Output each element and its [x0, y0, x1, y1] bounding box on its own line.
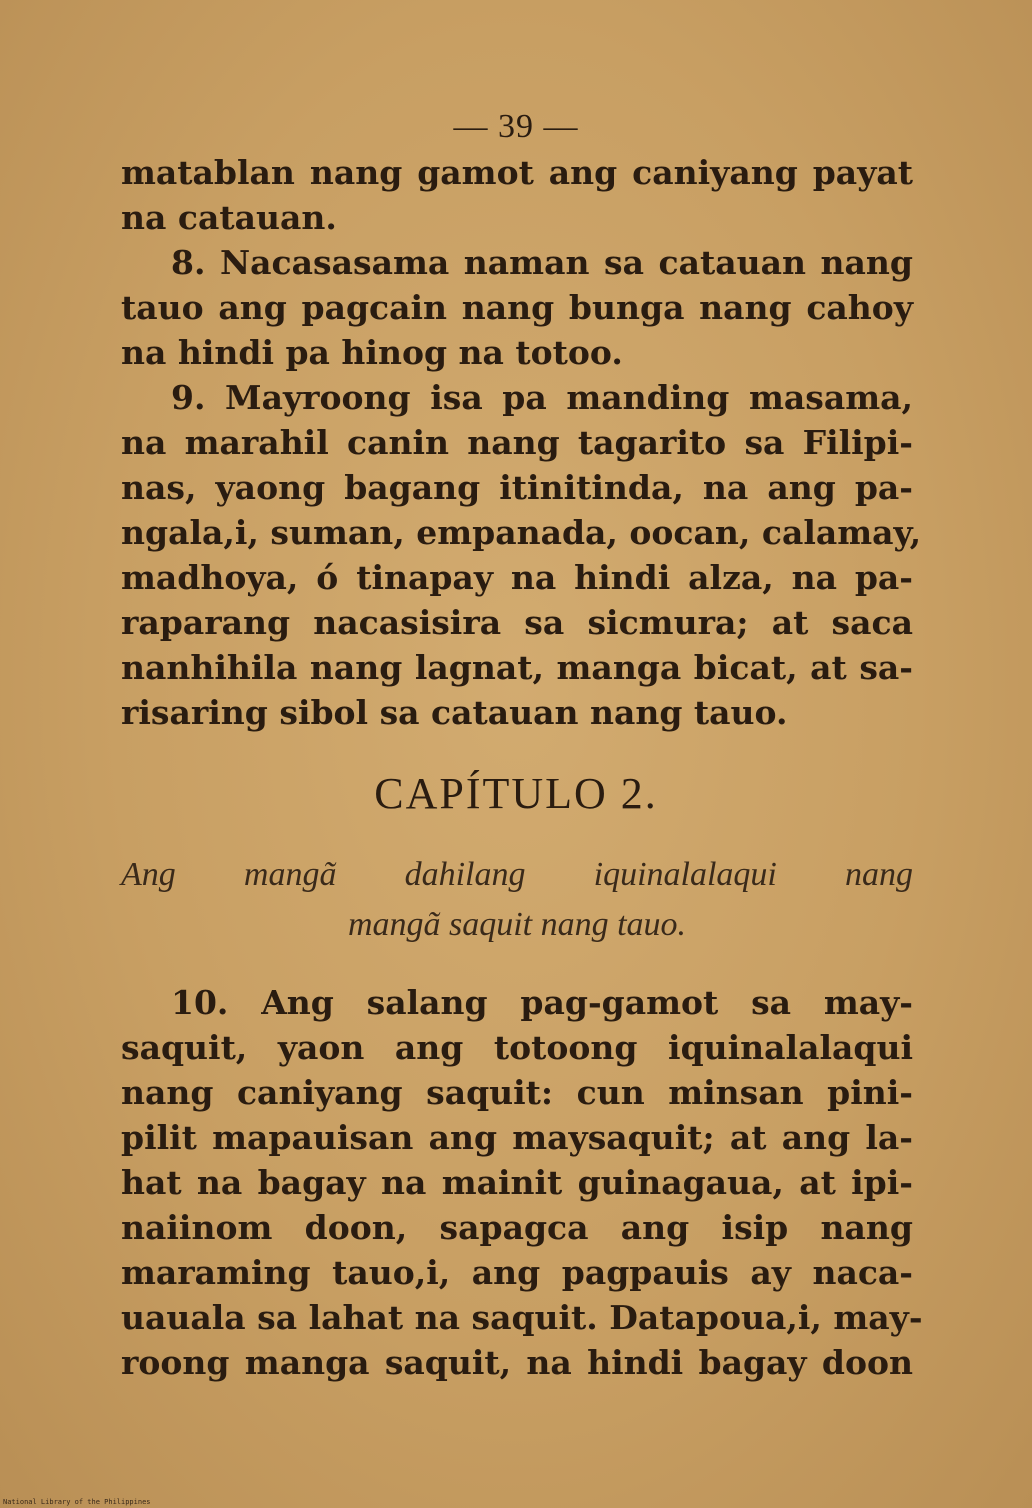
text-line: nas, yaong bagang itinitinda, na ang pa- — [121, 468, 913, 507]
text-line: pilit mapauisan ang maysaquit; at ang la- — [121, 1118, 913, 1157]
subtitle-line: mangã saquit nang tauo. — [347, 906, 687, 943]
subtitle-line: Ang mangã dahilang iquinalalaqui nang — [121, 856, 913, 893]
text-line: 9. Mayroong isa pa manding masama, — [171, 378, 913, 417]
text-line: na marahil canin nang tagarito sa Filipi- — [121, 423, 913, 462]
text-line: maraming tauo,i, ang pagpauis ay naca- — [121, 1253, 913, 1292]
text-line: nanhihila nang lagnat, manga bicat, at sa- — [121, 648, 913, 687]
text-line: ngala,i, suman, empanada, oocan, calamay, — [121, 513, 922, 552]
chapter-title: CAPÍTULO 2. — [374, 769, 658, 818]
paragraph-block-2 — [121, 980, 923, 1385]
text-line: na hindi pa hinog na totoo. — [121, 333, 623, 372]
text-line: raparang nacasisira sa sicmura; at saca — [121, 603, 913, 642]
text-line: saquit, yaon ang totoong iquinalalaqui — [121, 1028, 913, 1067]
text-line: madhoya, ó tinapay na hindi alza, na pa- — [121, 558, 913, 597]
text-line: nang caniyang saquit: cun minsan pini- — [121, 1073, 913, 1112]
text-line: hat na bagay na mainit guinagaua, at ipi- — [121, 1163, 913, 1202]
text-line: tauo ang pagcain nang bunga nang cahoy — [121, 288, 913, 327]
chapter-subtitle — [121, 850, 913, 950]
text-line: roong manga saquit, na hindi bagay doon — [121, 1343, 913, 1382]
text-line: na catauan. — [121, 198, 337, 237]
page-number: — 39 — — [453, 108, 579, 145]
text-line: 8. Nacasasama naman sa catauan nang — [171, 243, 913, 282]
library-footer: National Library of the Philippines — [3, 1498, 151, 1506]
text-line: uauala sa lahat na saquit. Datapoua,i, may- — [121, 1298, 923, 1337]
paragraph-block-1 — [121, 150, 922, 735]
text-line: 10. Ang salang pag-gamot sa may- — [171, 983, 913, 1022]
text-line: matablan nang gamot ang caniyang payat — [121, 153, 913, 192]
text-line: naiinom doon, sapagca ang isip nang — [121, 1208, 913, 1247]
text-line: risaring sibol sa catauan nang tauo. — [121, 693, 788, 732]
